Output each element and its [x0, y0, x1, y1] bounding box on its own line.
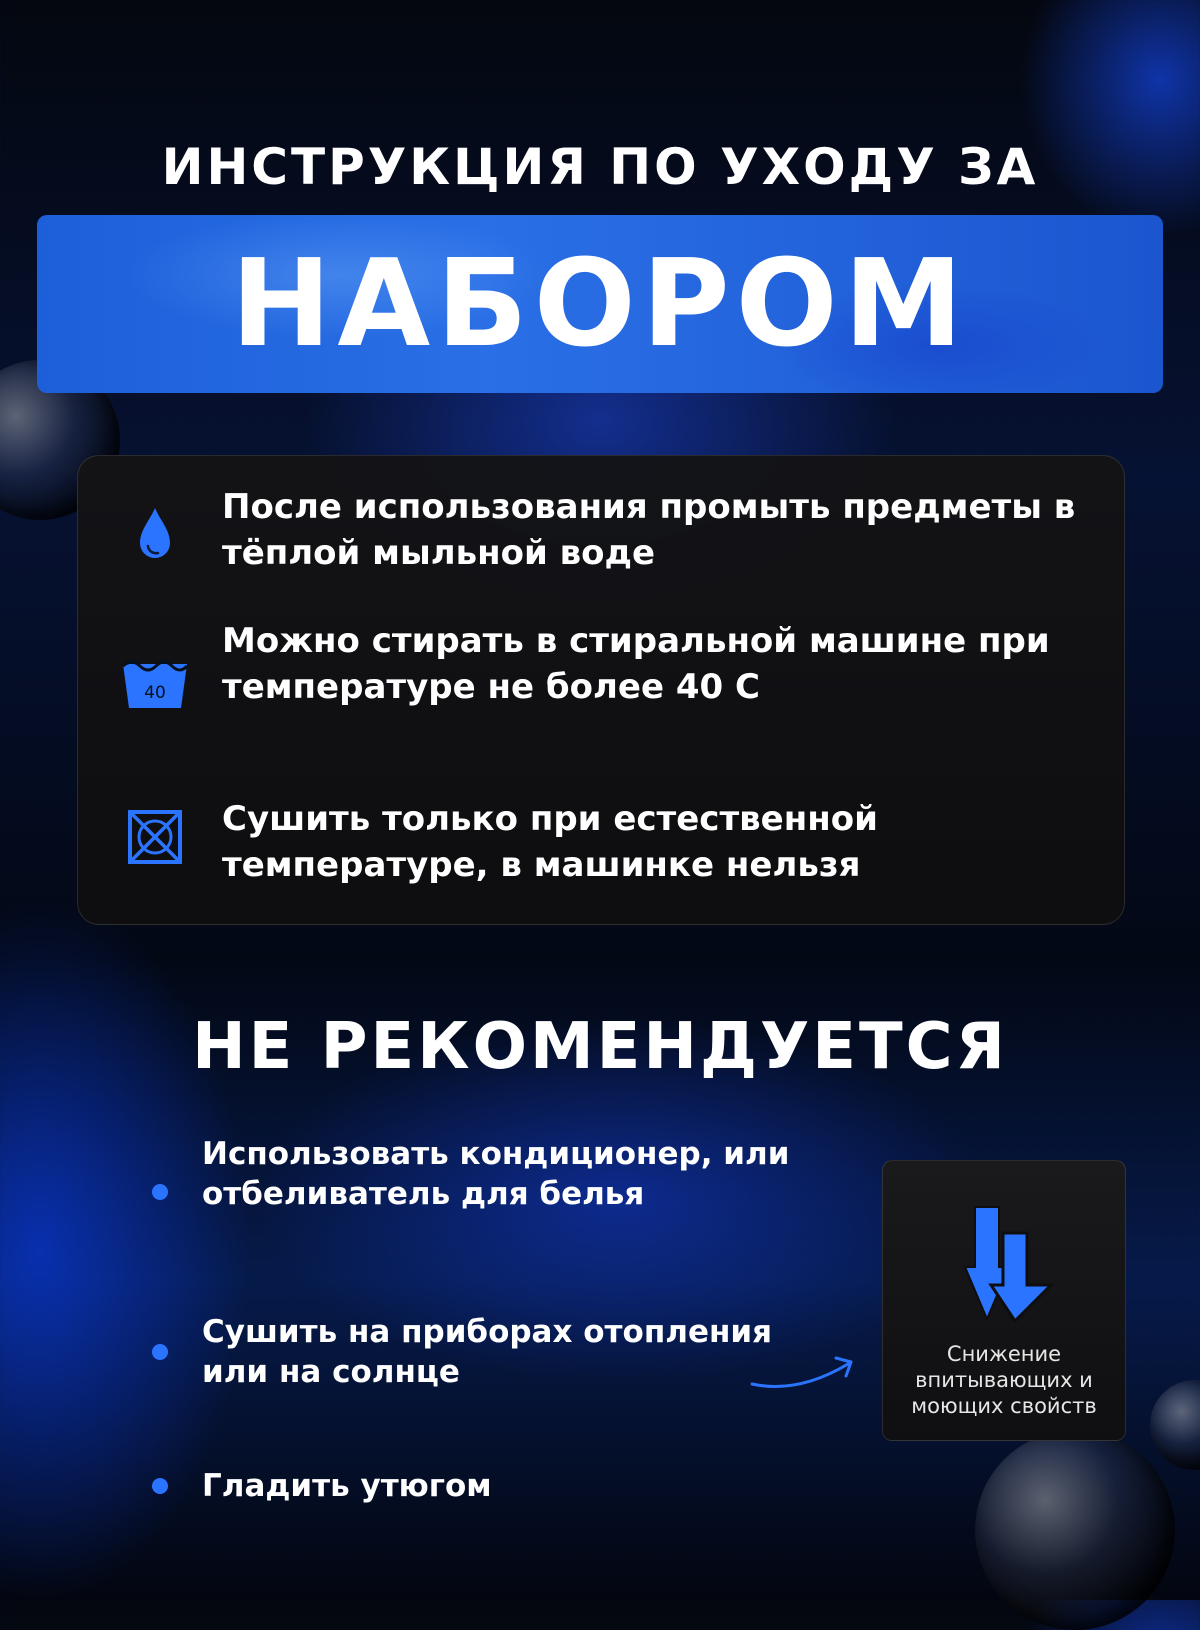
page-title: ИНСТРУКЦИЯ ПО УХОДУ ЗА — [161, 138, 1039, 196]
banner-title: НАБОРОМ — [230, 234, 970, 374]
not-recommended-item: Сушить на приборах отопления или на солнце — [202, 1314, 773, 1390]
callout-card — [882, 1160, 1126, 1441]
care-instructions-panel — [77, 455, 1125, 925]
decor-bubble — [1150, 1380, 1200, 1470]
curved-arrow-icon — [748, 1350, 860, 1394]
wash-basin-40-icon — [120, 656, 190, 716]
care-item-text: Сушить только при естественной температуре, в машинке нельзя — [222, 799, 878, 885]
bullet-dot — [152, 1184, 168, 1200]
decor-bubble — [975, 1430, 1175, 1630]
care-item-text: После использования промыть предметы в тёплой мыльной воде — [222, 487, 1076, 573]
not-recommended-item: Гладить утюгом — [202, 1468, 492, 1504]
care-item-text: Можно стирать в стиральной машине при температуре не более 40 С — [222, 621, 1050, 707]
title-banner — [37, 215, 1163, 393]
wash-temp-label: 40 — [144, 683, 166, 703]
no-tumble-dry-icon — [120, 808, 190, 868]
bullet-dot — [152, 1478, 168, 1494]
double-down-arrow-icon — [961, 1203, 1057, 1323]
water-drop-icon — [120, 506, 190, 566]
bullet-dot — [152, 1344, 168, 1360]
not-recommended-heading: НЕ РЕКОМЕНДУЕТСЯ — [192, 1010, 1008, 1084]
callout-text: Снижение впитывающих и моющих свойств — [911, 1342, 1097, 1418]
not-recommended-item: Использовать кондиционер, или отбеливатель для белья — [202, 1136, 790, 1212]
